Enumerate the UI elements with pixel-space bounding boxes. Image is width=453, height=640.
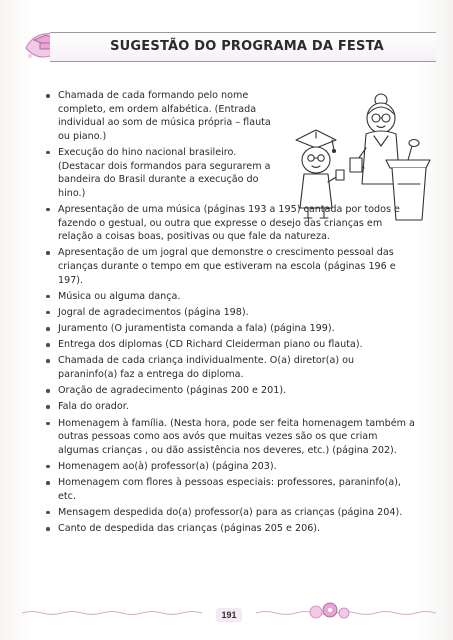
list-item: Homenagem com flores à pessoas especiais: professores, paraninfo(a), etc.: [44, 476, 416, 503]
program-content: [44, 89, 416, 538]
page-title: SUGESTÃO DO PROGRAMA DA FESTA: [110, 39, 384, 54]
program-list: [44, 89, 416, 536]
list-item: Juramento (O juramentista comanda a fala) (página 199).: [44, 322, 416, 336]
list-item: Execução do hino nacional brasileiro. (Destacar dois formandos para segurarem a bandeira do Brasil durante a execução do hino.): [44, 146, 276, 200]
list-item: Apresentação de um jogral que demonstre o crescimento pessoal das crianças durante o tempo em que estiveram na escola (páginas 196 e 197).: [44, 246, 416, 287]
list-item-text: Apresentação de uma música (páginas 193 a 195) cantada por todos e fazendo o gestual, ou outra que expresse o desejo das crianças em relação a coisas boas, positivas ou que fale da natureza.: [58, 203, 400, 243]
list-item: Jogral de agradecimentos (página 198).: [44, 306, 416, 320]
list-item: Fala do orador.: [44, 400, 416, 414]
list-item: Música ou alguma dança.: [44, 290, 416, 304]
page-number: 191: [216, 608, 242, 622]
flower-doodle-icon: [304, 600, 354, 626]
page-header: [22, 26, 436, 64]
list-item: Homenagem ao(à) professor(a) (página 203).: [44, 460, 416, 474]
list-item: Chamada de cada formando pelo nome completo, em ordem alfabética. (Entrada individual ao som de música própria – flauta ou piano.): [44, 89, 276, 143]
list-item: Homenagem à família. (Nesta hora, pode ser feita homenagem também a outras pessoas como aos avós que muitas vezes são os que criam algumas crianças , ou dão assistência nos deveres, etc.) (página 202).: [44, 417, 416, 458]
list-item: Chamada de cada criança individualmente. O(a) diretor(a) ou paraninfo(a) faz a entrega do diploma.: [44, 354, 416, 381]
list-item: [44, 203, 416, 244]
list-item: Mensagem despedida do(a) professor(a) para as crianças (página 204).: [44, 506, 416, 520]
list-item: Entrega dos diplomas (CD Richard Cleiderman piano ou flauta).: [44, 338, 416, 352]
page-footer: [22, 600, 436, 632]
list-item: Canto de despedida das crianças (páginas 205 e 206).: [44, 522, 416, 536]
list-item: Oração de agradecimento (páginas 200 e 201).: [44, 384, 416, 398]
